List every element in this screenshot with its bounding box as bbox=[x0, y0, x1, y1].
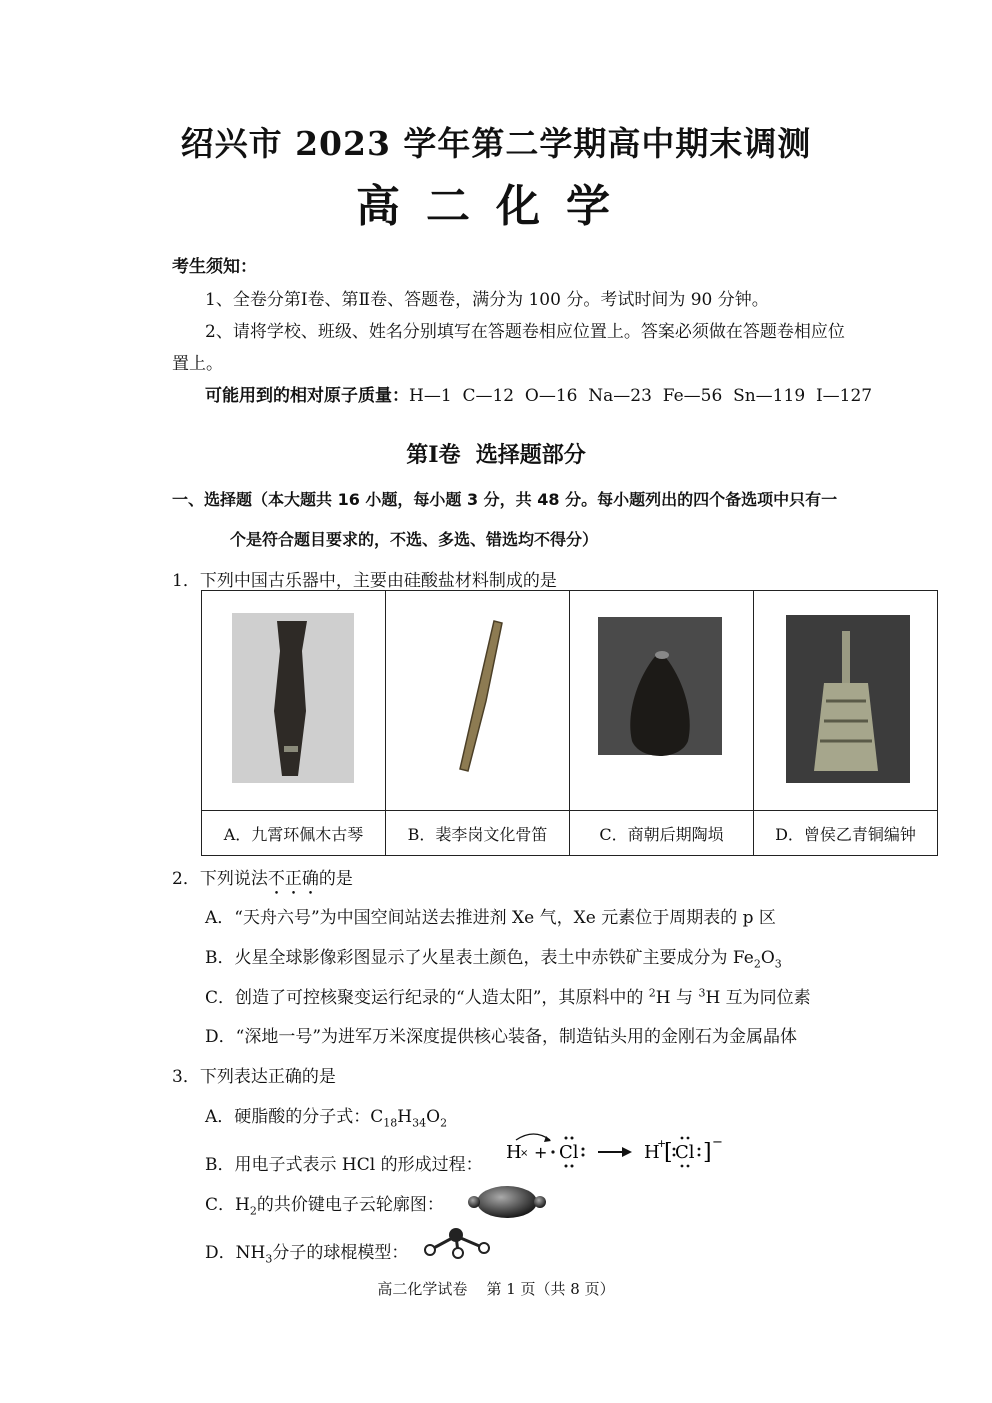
q2-option-c bbox=[205, 983, 811, 1008]
hcl-rhs-cl: Cl bbox=[675, 1142, 695, 1163]
q1-image-d bbox=[754, 591, 938, 811]
h2-electron-cloud-diagram bbox=[462, 1182, 552, 1222]
q3-a-text: A．硬脂酸的分子式：C bbox=[205, 1107, 384, 1127]
q2-option-d: D．“深地一号”为进军万米深度提供核心装备，制造钻头用的金刚石为金属晶体 bbox=[205, 1027, 798, 1047]
nh3-ball-stick-model bbox=[420, 1226, 500, 1262]
notice-item-2-cont: 置上。 bbox=[172, 354, 223, 374]
q3-a-h: H bbox=[397, 1107, 413, 1127]
q2-c-post: H 互为同位素 bbox=[705, 988, 811, 1008]
q1-image-c bbox=[570, 591, 754, 811]
q3-option-a bbox=[205, 1102, 447, 1129]
atomic-masses bbox=[205, 381, 872, 406]
q3-a-s1: 18 bbox=[383, 1116, 398, 1130]
q3-d-text: D．NH bbox=[205, 1243, 266, 1263]
q3-c-post: 的共价键电子云轮廓图： bbox=[256, 1195, 444, 1215]
q3-a-s3: 2 bbox=[440, 1116, 448, 1130]
hcl-lhs-cl: Cl bbox=[559, 1142, 579, 1163]
notice-heading: 考生须知： bbox=[172, 257, 257, 277]
section-title: 第Ⅰ卷 选择题部分 bbox=[406, 442, 586, 468]
q2-c-sup2: 3 bbox=[698, 986, 706, 1000]
q1-option-d: D．曾侯乙青铜编钟 bbox=[754, 811, 938, 856]
hcl-lhs-h: H bbox=[506, 1142, 522, 1163]
svg-text:+: + bbox=[657, 1137, 667, 1150]
q2-stem-post: 的是 bbox=[318, 869, 353, 889]
atomic-masses-values: H—1 C—12 O—16 Na—23 Fe—56 Sn—119 I—127 bbox=[409, 386, 873, 406]
q2-b-sub1: 2 bbox=[753, 957, 761, 971]
q3-a-o: O bbox=[426, 1107, 441, 1127]
q2-b-text: B．火星全球影像彩图显示了火星表土颜色，表土中赤铁矿主要成分为 Fe bbox=[205, 948, 754, 968]
q2-c-sup1: 2 bbox=[648, 986, 656, 1000]
q3-d-post: 分子的球棍模型： bbox=[272, 1243, 409, 1263]
q1-stem: 1．下列中国古乐器中，主要由硅酸盐材料制成的是 bbox=[172, 571, 557, 591]
pottery-xun-image bbox=[570, 591, 753, 806]
q1-image-b bbox=[386, 591, 570, 811]
q2-option-a: A．“天舟六号”为中国空间站送去推进剂 Xe 气，Xe 元素位于周期表的 p 区 bbox=[205, 908, 776, 928]
q2-option-b bbox=[205, 943, 782, 970]
hcl-electron-formula bbox=[500, 1130, 740, 1174]
part-instructions-cont: 个是符合题目要求的，不选、多选、错选均不得分） bbox=[230, 530, 599, 549]
notice-item-1: 1、全卷分第Ⅰ卷、第Ⅱ卷、答题卷，满分为 100 分。考试时间为 90 分钟。 bbox=[205, 290, 769, 310]
q2-stem bbox=[172, 864, 353, 899]
svg-text:−: − bbox=[712, 1135, 723, 1150]
q1-options-table bbox=[201, 590, 938, 856]
q1-option-b: B．裴李岗文化骨笛 bbox=[386, 811, 570, 856]
q2-b-sub2: 3 bbox=[774, 957, 782, 971]
q1-image-a bbox=[202, 591, 386, 811]
q2-c-mid: H 与 bbox=[655, 988, 699, 1008]
q3-option-b: B．用电子式表示 HCl 的形成过程： bbox=[205, 1155, 483, 1175]
q2-stem-emphasis: 不正确 bbox=[267, 869, 319, 889]
q1-option-c: C．商朝后期陶埙 bbox=[570, 811, 754, 856]
q1-option-a: A．九霄环佩木古琴 bbox=[202, 811, 386, 856]
q3-option-c bbox=[205, 1190, 444, 1217]
q2-c-text: C．创造了可控核聚变运行纪录的“人造太阳”，其原料中的 bbox=[205, 988, 649, 1008]
q3-stem: 3．下列表达正确的是 bbox=[172, 1067, 336, 1087]
q3-option-d bbox=[205, 1238, 408, 1265]
q3-c-text: C．H bbox=[205, 1195, 250, 1215]
bone-flute-image bbox=[386, 591, 569, 806]
svg-text:[: [ bbox=[664, 1140, 673, 1165]
notice-item-2: 2、请将学校、班级、姓名分别填写在答题卷相应位置上。答案必须做在答题卷相应位 bbox=[205, 322, 845, 342]
svg-text:+: + bbox=[534, 1143, 548, 1162]
q3-a-s2: 34 bbox=[412, 1116, 427, 1130]
atomic-masses-label: 可能用到的相对原子质量： bbox=[205, 386, 409, 406]
q2-stem-pre: 2．下列说法 bbox=[172, 869, 268, 889]
svg-text:]: ] bbox=[703, 1140, 712, 1165]
exam-subject: 高二化学 bbox=[356, 181, 636, 232]
exam-title: 绍兴市 2023 学年第二学期高中期末调测 bbox=[180, 124, 812, 163]
q3-d-sub: 3 bbox=[265, 1252, 273, 1266]
guqin-image bbox=[202, 591, 385, 806]
q3-c-sub: 2 bbox=[249, 1204, 257, 1218]
svg-text:×: × bbox=[520, 1148, 529, 1159]
page-footer: 高二化学试卷 第 1 页（共 8 页） bbox=[377, 1280, 615, 1298]
bronze-bell-image bbox=[754, 591, 937, 806]
q2-b-mid: O bbox=[760, 948, 775, 968]
hcl-rhs-h: H bbox=[644, 1142, 660, 1163]
part-instructions: 一、选择题（本大题共 16 小题，每小题 3 分，共 48 分。每小题列出的四个备选项中只有一 bbox=[172, 490, 838, 509]
